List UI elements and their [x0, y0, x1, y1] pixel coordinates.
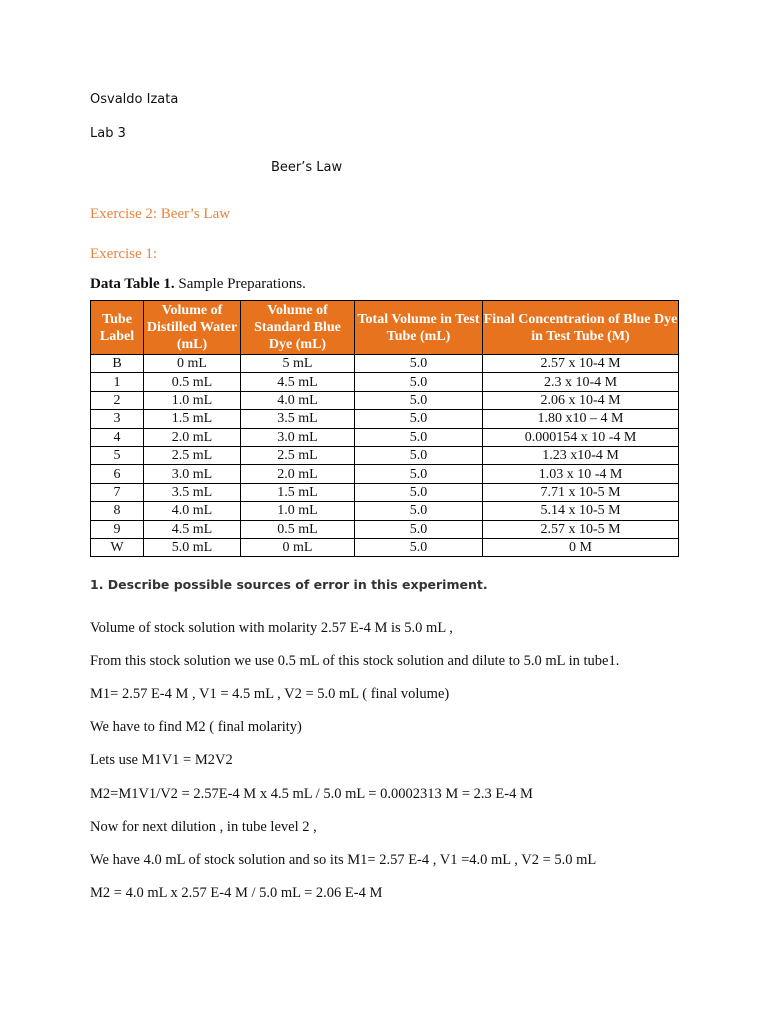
table-row	[91, 355, 679, 373]
lab-label: Lab 3	[90, 126, 126, 141]
data-table	[90, 300, 679, 557]
table-row	[91, 465, 679, 483]
body-paragraph: M2 = 4.0 mL x 2.57 E-4 M / 5.0 mL = 2.06 E-4 M	[90, 885, 383, 901]
table-cell: 0.5 mL	[144, 373, 241, 391]
question-heading: 1. Describe possible sources of error in this experiment.	[90, 577, 488, 592]
table-cell: 5 mL	[241, 355, 355, 373]
table-cell: 5.0	[355, 502, 483, 520]
table-cell: 2.57 x 10-4 M	[483, 355, 679, 373]
table-header-row	[91, 301, 679, 355]
table-row	[91, 502, 679, 520]
body-paragraph: From this stock solution we use 0.5 mL of this stock solution and dilute to 5.0 mL in tube1.	[90, 653, 620, 669]
table-cell: 2.5 mL	[144, 446, 241, 464]
author-name: Osvaldo Izata	[90, 92, 179, 107]
table-cell: 5.0	[355, 483, 483, 501]
table-cell: 3.0 mL	[144, 465, 241, 483]
table-cell: 5.0	[355, 520, 483, 538]
body-paragraph: M2=M1V1/V2 = 2.57E-4 M x 4.5 mL / 5.0 mL = 0.0002313 M = 2.3 E-4 M	[90, 786, 533, 802]
table-cell: 5.0	[355, 446, 483, 464]
table-cell: 7.71 x 10-5 M	[483, 483, 679, 501]
table-cell: 5.0	[355, 428, 483, 446]
table-cell: 0 mL	[144, 355, 241, 373]
body-paragraph: Volume of stock solution with molarity 2.57 E-4 M is 5.0 mL ,	[90, 620, 453, 636]
header-water-volume: Volume of Distilled Water (mL)	[144, 301, 241, 355]
table-cell: 1.80 x10 – 4 M	[483, 410, 679, 428]
table-cell: 1.23 x10-4 M	[483, 446, 679, 464]
table-cell: 3.5 mL	[144, 483, 241, 501]
header-total-volume: Total Volume in Test Tube (mL)	[355, 301, 483, 355]
table-cell: 9	[91, 520, 144, 538]
table-row	[91, 391, 679, 409]
exercise-1-heading: Exercise 1:	[90, 246, 158, 262]
table-row	[91, 428, 679, 446]
table-cell: 1.0 mL	[144, 391, 241, 409]
table-cell: 1.0 mL	[241, 502, 355, 520]
table-cell: 4.5 mL	[144, 520, 241, 538]
table-cell: 5.0	[355, 538, 483, 556]
exercise-2-heading: Exercise 2: Beer’s Law	[90, 206, 231, 222]
table-cell: 3	[91, 410, 144, 428]
table-cell: 2.0 mL	[241, 465, 355, 483]
table-cell: 3.0 mL	[241, 428, 355, 446]
body-paragraph: Lets use M1V1 = M2V2	[90, 752, 233, 768]
table-cell: 4.0 mL	[144, 502, 241, 520]
table-cell: 0 M	[483, 538, 679, 556]
body-paragraph: Now for next dilution , in tube level 2 ,	[90, 819, 317, 835]
header-tube-label: Tube Label	[91, 301, 144, 355]
table-cell: 1.5 mL	[241, 483, 355, 501]
document-title: Beer’s Law	[271, 160, 343, 175]
table-cell: 2.0 mL	[144, 428, 241, 446]
table-row	[91, 373, 679, 391]
table-row	[91, 520, 679, 538]
table-cell: 3.5 mL	[241, 410, 355, 428]
table-caption-text: Sample Preparations.	[174, 276, 306, 292]
body-paragraph: We have to find M2 ( final molarity)	[90, 719, 302, 735]
table-cell: 4	[91, 428, 144, 446]
table-cell: 4.5 mL	[241, 373, 355, 391]
table-cell: 2.57 x 10-5 M	[483, 520, 679, 538]
table-cell: 0.000154 x 10 -4 M	[483, 428, 679, 446]
table-cell: 1.03 x 10 -4 M	[483, 465, 679, 483]
table-cell: 5.14 x 10-5 M	[483, 502, 679, 520]
table-cell: 2.06 x 10-4 M	[483, 391, 679, 409]
table-caption-label: Data Table 1.	[90, 276, 175, 292]
table-cell: 0.5 mL	[241, 520, 355, 538]
table-cell: B	[91, 355, 144, 373]
table-row	[91, 483, 679, 501]
table-cell: 5.0 mL	[144, 538, 241, 556]
table-cell: 5.0	[355, 465, 483, 483]
table-caption	[90, 276, 306, 293]
table-cell: 5.0	[355, 391, 483, 409]
table-cell: 5.0	[355, 373, 483, 391]
table-cell: 7	[91, 483, 144, 501]
table-cell: 2	[91, 391, 144, 409]
table-cell: 6	[91, 465, 144, 483]
body-paragraph: M1= 2.57 E-4 M , V1 = 4.5 mL , V2 = 5.0 mL ( final volume)	[90, 686, 450, 702]
table-cell: 1.5 mL	[144, 410, 241, 428]
table-cell: 2.3 x 10-4 M	[483, 373, 679, 391]
table-cell: 5.0	[355, 355, 483, 373]
header-dye-volume: Volume of Standard Blue Dye (mL)	[241, 301, 355, 355]
table-cell: 5.0	[355, 410, 483, 428]
table-cell: 8	[91, 502, 144, 520]
table-cell: 1	[91, 373, 144, 391]
table-cell: 0 mL	[241, 538, 355, 556]
header-final-concentration: Final Concentration of Blue Dye in Test Tube (M)	[483, 301, 679, 355]
body-paragraph: We have 4.0 mL of stock solution and so its M1= 2.57 E-4 , V1 =4.0 mL , V2 = 5.0 mL	[90, 852, 597, 868]
table-row	[91, 410, 679, 428]
table-row	[91, 446, 679, 464]
table-cell: 2.5 mL	[241, 446, 355, 464]
table-cell: 5	[91, 446, 144, 464]
table-cell: W	[91, 538, 144, 556]
table-cell: 4.0 mL	[241, 391, 355, 409]
table-row	[91, 538, 679, 556]
